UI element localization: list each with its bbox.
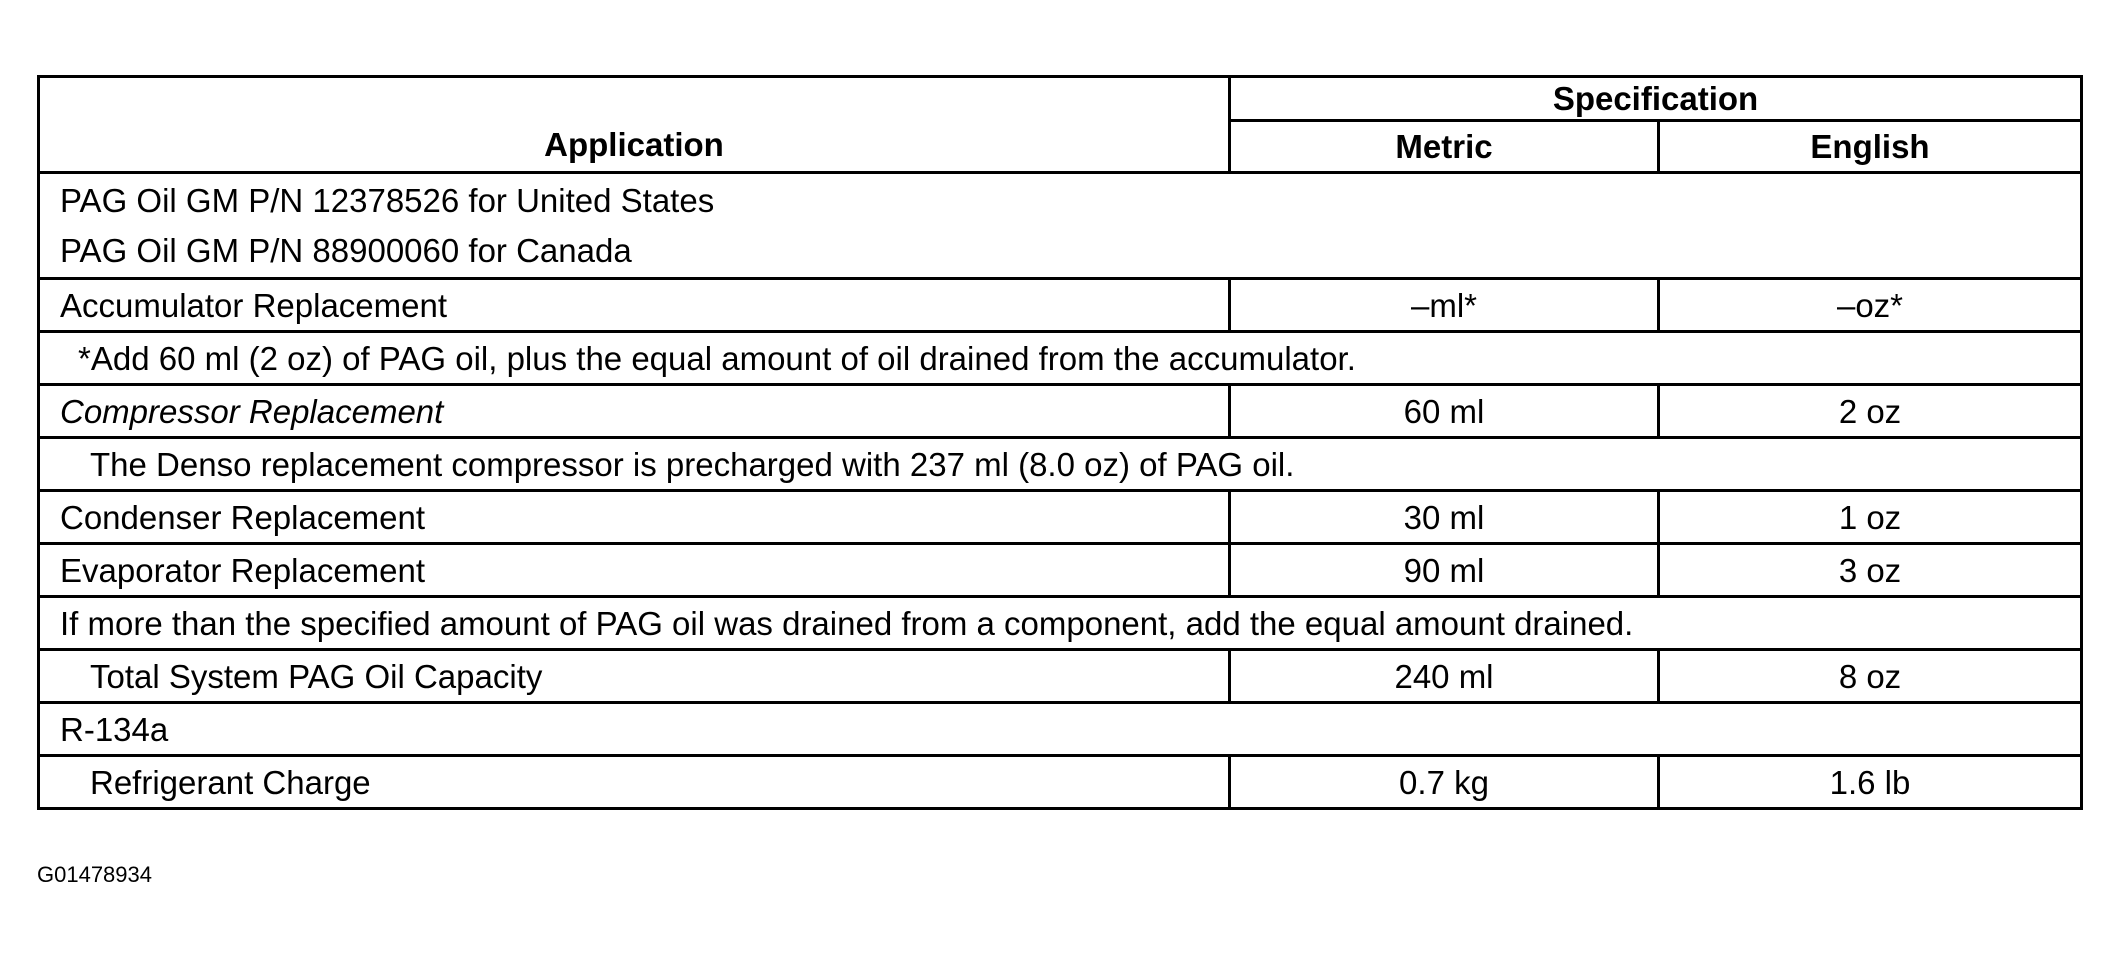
note-row <box>39 597 2082 650</box>
table-row <box>39 491 2082 544</box>
condenser-application: Condenser Replacement <box>39 491 1230 544</box>
metric-header: Metric <box>1230 121 1659 173</box>
compressor-english: 2 oz <box>1659 385 2082 438</box>
pag-oil-us-part-number: PAG Oil GM P/N 12378526 for United States <box>60 181 715 219</box>
application-header: Application <box>39 77 1230 173</box>
total-capacity-metric: 240 ml <box>1230 650 1659 703</box>
compressor-application: Compressor Replacement <box>39 385 1230 438</box>
pag-oil-part-numbers-row <box>39 173 2082 279</box>
drained-note: If more than the specified amount of PAG oil was drained from a component, add the equal amount drained. <box>39 597 2082 650</box>
figure-id: G01478934 <box>37 862 152 887</box>
table-row <box>39 279 2082 332</box>
evaporator-metric: 90 ml <box>1230 544 1659 597</box>
table-row <box>39 650 2082 703</box>
pag-oil-canada-part-number: PAG Oil GM P/N 88900060 for Canada <box>60 231 632 269</box>
total-capacity-english: 8 oz <box>1659 650 2082 703</box>
accumulator-english: –oz* <box>1659 279 2082 332</box>
refrigerant-charge-english: 1.6 lb <box>1659 756 2082 809</box>
evaporator-application: Evaporator Replacement <box>39 544 1230 597</box>
total-capacity-application: Total System PAG Oil Capacity <box>39 650 1230 703</box>
accumulator-metric: –ml* <box>1230 279 1659 332</box>
refrigerant-label-row <box>39 703 2082 756</box>
compressor-metric: 60 ml <box>1230 385 1659 438</box>
evaporator-english: 3 oz <box>1659 544 2082 597</box>
accumulator-application: Accumulator Replacement <box>39 279 1230 332</box>
specification-table <box>37 75 2083 810</box>
condenser-metric: 30 ml <box>1230 491 1659 544</box>
refrigerant-charge-metric: 0.7 kg <box>1230 756 1659 809</box>
compressor-note: The Denso replacement compressor is precharged with 237 ml (8.0 oz) of PAG oil. <box>39 438 2082 491</box>
condenser-english: 1 oz <box>1659 491 2082 544</box>
english-header: English <box>1659 121 2082 173</box>
pag-oil-part-numbers-cell <box>39 173 2082 279</box>
specification-header: Specification <box>1230 77 2082 121</box>
note-row <box>39 332 2082 385</box>
table-row <box>39 385 2082 438</box>
refrigerant-label: R-134a <box>39 703 2082 756</box>
table-row <box>39 756 2082 809</box>
header-row-top <box>39 77 2082 121</box>
refrigerant-charge-application: Refrigerant Charge <box>39 756 1230 809</box>
note-row <box>39 438 2082 491</box>
table-row <box>39 544 2082 597</box>
accumulator-note: *Add 60 ml (2 oz) of PAG oil, plus the equal amount of oil drained from the accumulator. <box>39 332 2082 385</box>
